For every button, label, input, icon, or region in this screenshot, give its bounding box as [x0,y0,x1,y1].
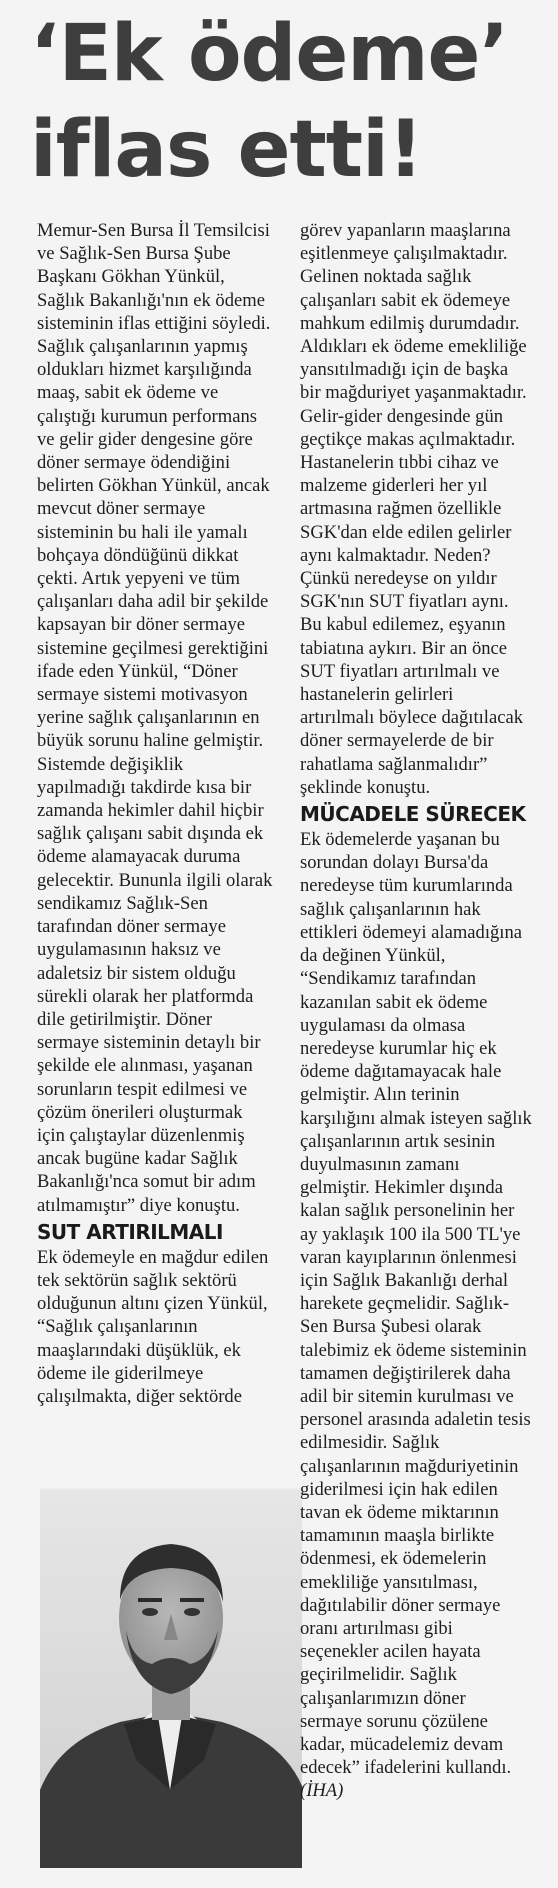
article-body-text: Ek ödemelerde yaşanan bu sorundan dolayı Bursa'da neredeyse tüm kurumlarında sağlık çalışanlarının hak ettikleri ödemeyi alamadığına da değinen Yünkül, “Sendikamız tarafından kazanılan sabit ek ödeme uygulaması da olmasa neredeyse kurumlar hiç ek ödeme dağıtamayacak hale gelmiştir. Alın terinin karşılığını almak isteyen sağlık çalışanlarının artık sesinin duyulmasının zamanı gelmiştir. Hekimler dışında kalan sağlık personelinin her ay yaklaşık 100 ila 500 TL'ye varan kayıplarının önlenmesi için Sağlık Bakanlığı derhal harekete geçmelidir. Sağlık-Sen Bursa Şubesi olarak talebimiz ek ödeme sisteminin tamamen değiştirilerek daha adil bir sitemin kurulması ve personel arasında adaletin tesis edilmesidir. Sağlık çalışanlarının mağduriyetinin giderilmesi için hak edilen tavan ek ödeme miktarının tamamının maaşla birlikte ödenmesi, ek ödemelerin emekliliğe yansıtılması, dağıtılabilir döner sermaye oranı artırılması gibi seçenekler acilen hayata geçirilmelidir. Sağlık çalışanlarımızın döner sermaye sorunu çözülene kadar, mücadelemiz devam edecek” ifadelerini kullandı. [300,829,532,1779]
article-column-left [37,219,273,1408]
article-body-paragraph: Ek ödemeyle en mağdur edilen tek sektörün sağlık sektörü olduğunun altını çizen Yünkül, “Sağlık çalışanlarının maaşlarındaki düşüklük, ek ödeme ile giderilmeye çalışılmakta, diğer sektörde [37,1246,269,1407]
subheading-mucadele: MÜCADELE SÜRECEK [300,802,526,827]
headline-line-2: iflas etti! [30,105,423,195]
subheading-sut: SUT ARTIRILMALI [37,1219,223,1244]
news-agency-source: (İHA) [300,1780,344,1802]
article-body-paragraph: Memur-Sen Bursa İl Temsilcisi ve Sağlık-Sen Bursa Şube Başkanı Gökhan Yünkül, Sağlık Bakanlığı'nın ek ödeme sisteminin iflas ettiğini söyledi. Sağlık çalışanlarının yapmış oldukları hizmet karşılığında maaş, sabit ek ödeme ve çalıştığı kurumun performans ve gelir gider dengesine göre döner sermaye ödendiğini belirten Gökhan Yünkül, ancak mevcut döner sermaye sisteminin bu hali ile yamalı bohçaya döndüğünü dikkat çekti. Artık yepyeni ve tüm çalışanları daha adil bir şekilde kapsayan bir döner sermaye sistemine geçilmesi gerektiğini ifade eden Yünkül, “Döner sermaye sistemi motivasyon yerine sağlık çalışanlarının en büyük sorunu haline gelmiştir. Sistemde değişiklik yapılmadığı takdirde kısa bir zamanda hekimler dahil hiçbir sağlık çalışanı sabit dışında ek ödeme alamayacak duruma gelecektir. Bununla ilgili olarak sendikamız Sağlık-Sen tarafından döner sermaye uygulamasının haksız ve adaletsiz bir sistem olduğu sürekli olarak her platformda dile getirilmiştir. Döner sermaye sisteminin detaylı bir şekilde ele alınması, yaşanan sorunların tespit edilmesi ve çözüm önerileri oluşturmak için çalıştaylar düzenlenmiş ancak bugüne kadar Sağlık Bakanlığı'nca somut bir adım atılmamıştır” diye konuştu. [37,220,273,1216]
article-body-paragraph: görev yapanların maaşlarına eşitlenmeye çalışılmaktadır. Gelinen noktada sağlık çalışanları sabit ek ödemeye mahkum edilmiş durumdadır. Aldıkları ek ödeme emekliliğe yansıtılmadığı için de başka bir mağduriyet yaşanmaktadır. Gelir-gider dengesinde gün geçtikçe makas açılmaktadır. Hastanelerin tıbbi cihaz ve malzeme giderleri her yıl artmasına rağmen özellikle SGK'dan elde edilen gelirler aynı kalmaktadır. Neden? Çünkü neredeyse on yıldır SGK'nın SUT fiyatları aynı. Bu kabul edilemez, eşyanın tabiatına aykırı. Bir an önce SUT fiyatları artırılmalı ve hastanelerin gelirleri artırılmalı böylece dağıtılacak döner sermayelerde de bir rahatlama sağlanmalıdır” şeklinde konuştu. [300,220,527,798]
article-body-paragraph [300,828,532,1803]
headline-line-1: ‘Ek ödeme’ [30,9,509,99]
portrait-photo [40,1488,302,1868]
portrait-photo-image [40,1490,302,1868]
article-column-right [300,219,532,1803]
headline [30,6,530,198]
